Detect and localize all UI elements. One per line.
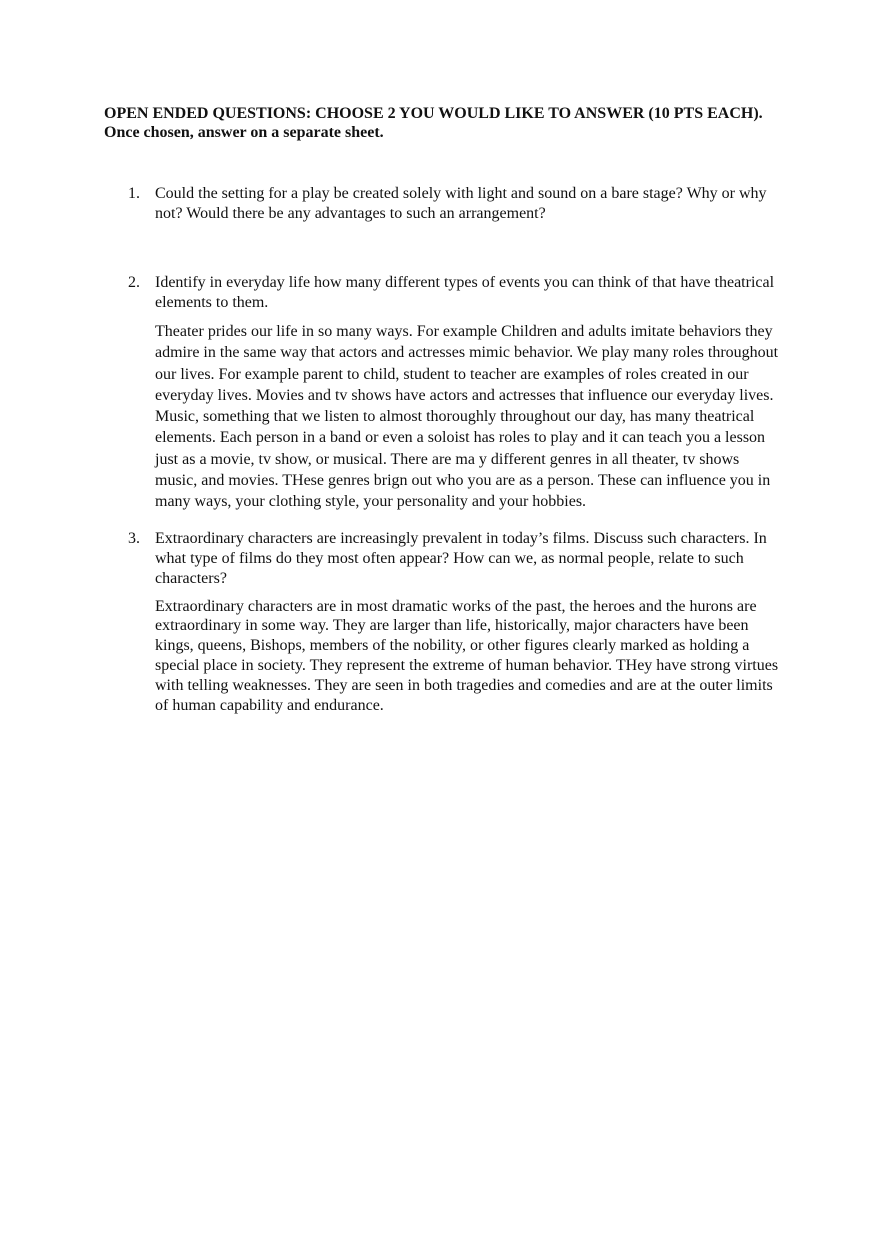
question-prompt: Identify in everyday life how many different types of events you can think of that have theatrical elements to them.	[155, 274, 775, 311]
question-prompt: Could the setting for a play be created solely with light and sound on a bare stage? Why or why not? Would there be any advantages to such an arrangement?	[155, 185, 767, 222]
answer-text: Theater prides our life in so many ways. For example Children and adults imitate behaviors they admire in the same way that actors and actresses mimic behavior. We play many roles throughout our lives. For example parent to child, student to teacher are examples of roles created in our everyday lives. Movies and tv shows have actors and actresses that influence our everyday lives. Music, something that we listen to almost thoroughly throughout our day, has many theatrical elements. Each person in a band or even a soloist has roles to play and it can teach you a lesson just as a movie, tv show, or musical. There are ma y different genres in all theater, tv shows music, and movies. THese genres brign out who you are as a person. These can influence you in many ways, your clothing style, your personality and your hobbies.	[155, 323, 779, 511]
answer-text: Extraordinary characters are in most dramatic works of the past, the heroes and the hurons are extraordinary in some way. They are larger than life, historically, major characters have been kings, queens, Bishops, members of the nobility, or other figures clearly marked as holding a special place in society. They represent the extreme of human behavior. THey have strong virtues with telling weaknesses. They are seen in both tragedies and comedies and are at the outer limits of human capability and endurance.	[155, 597, 779, 714]
instructions-heading: OPEN ENDED QUESTIONS: CHOOSE 2 YOU WOULD LIKE TO ANSWER (10 PTS EACH). Once chosen, answer on a separate sheet.	[104, 105, 763, 141]
question-item-2	[104, 273, 784, 513]
question-prompt: Extraordinary characters are increasingly prevalent in today’s films. Discuss such characters. In what type of films do they most often appear? How can we, as normal people, relate to such characters?	[155, 529, 767, 587]
question-item-3	[104, 529, 784, 716]
question-number: 3.	[128, 529, 140, 547]
question-list	[104, 184, 784, 715]
question-item-1	[104, 184, 784, 224]
question-number: 1.	[128, 185, 140, 202]
document-page	[104, 104, 784, 715]
question-number: 2.	[128, 274, 140, 291]
